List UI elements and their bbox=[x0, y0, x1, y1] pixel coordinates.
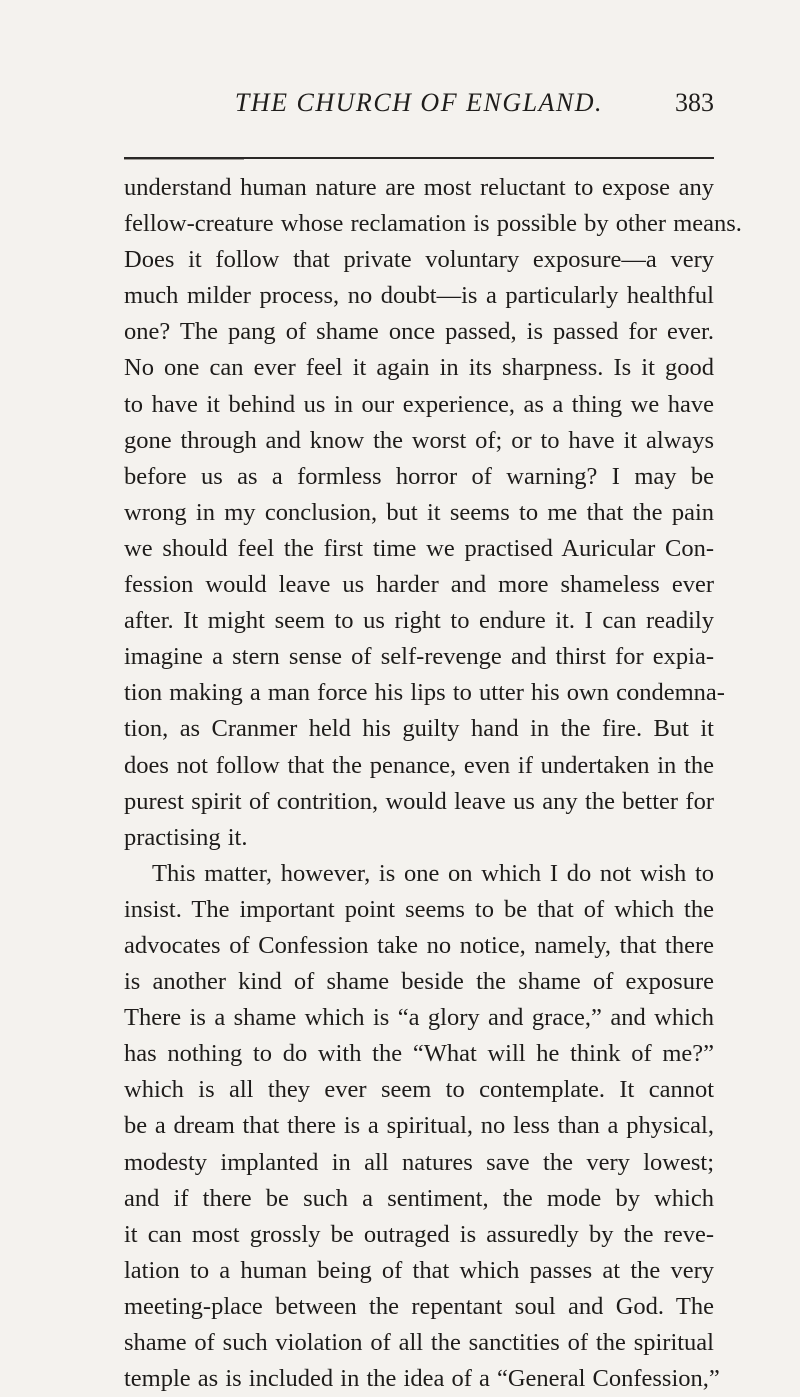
text-line: No one can ever feel it again in its sharpness. Is it good bbox=[124, 354, 714, 382]
text-line: fession would leave us harder and more shameless ever bbox=[124, 571, 714, 599]
text-line: and if there be such a sentiment, the mode by which bbox=[124, 1184, 714, 1212]
text-line: be a dream that there is a spiritual, no less than a physical, bbox=[124, 1112, 714, 1140]
text-line: There is a shame which is “a glory and grace,” and which bbox=[124, 1004, 714, 1032]
text-line: much milder process, no doubt—is a particularly healthful bbox=[124, 282, 714, 310]
text-line: to have it behind us in our experience, as a thing we have bbox=[124, 390, 714, 418]
paragraph bbox=[124, 856, 720, 1397]
text-line: after. It might seem to us right to endure it. I can readily bbox=[124, 607, 714, 635]
text-line: wrong in my conclusion, but it seems to me that the pain bbox=[124, 498, 714, 526]
body-text bbox=[124, 170, 742, 1397]
text-line: lation to a human being of that which passes at the very bbox=[124, 1256, 714, 1284]
text-line: which is all they ever seem to contemplate. It cannot bbox=[124, 1076, 714, 1104]
paragraph bbox=[124, 170, 742, 856]
text-line: it can most grossly be outraged is assuredly by the reve- bbox=[124, 1220, 714, 1248]
text-line: one? The pang of shame once passed, is passed for ever. bbox=[124, 318, 714, 346]
text-line: advocates of Confession take no notice, namely, that there bbox=[124, 931, 714, 959]
text-line: gone through and know the worst of; or to have it always bbox=[124, 426, 714, 454]
page-header bbox=[124, 88, 714, 128]
running-title: THE CHURCH OF ENGLAND. bbox=[234, 88, 604, 117]
text-line: before us as a formless horror of warning? I may be bbox=[124, 462, 714, 490]
text-line: understand human nature are most reluctant to expose any bbox=[124, 174, 714, 201]
text-line: we should feel the first time we practised Auricular Con- bbox=[124, 534, 714, 562]
text-line: purest spirit of contrition, would leave us any the better for bbox=[124, 787, 714, 815]
text-line: insist. The important point seems to be that of which the bbox=[124, 895, 714, 923]
text-line: is another kind of shame beside the shame of exposure bbox=[124, 968, 714, 996]
text-line: shame of such violation of all the sanctities of the spiritual bbox=[124, 1329, 714, 1356]
text-line: Does it follow that private voluntary exposure—a very bbox=[124, 246, 714, 274]
text-line: has nothing to do with the “What will he think of me?” bbox=[124, 1040, 714, 1068]
page-number: 383 bbox=[675, 88, 714, 117]
header-rule-shadow bbox=[124, 159, 244, 160]
text-line: modesty implanted in all natures save the very lowest; bbox=[124, 1148, 714, 1176]
text-line: imagine a stern sense of self-revenge and thirst for expia- bbox=[124, 643, 714, 671]
text-line: tion making a man force his lips to utter his own condemna- bbox=[124, 679, 725, 707]
text-line: This matter, however, is one on which I do not wish to bbox=[152, 859, 714, 887]
text-line: does not follow that the penance, even if undertaken in the bbox=[124, 751, 714, 779]
text-line: tion, as Cranmer held his guilty hand in the fire. But it bbox=[124, 715, 714, 743]
text-line: fellow-creature whose reclamation is possible by other means. bbox=[124, 210, 742, 238]
text-line: practising it. bbox=[124, 823, 248, 851]
text-line: temple as is included in the idea of a “General Confession,” bbox=[124, 1365, 720, 1393]
text-line: meeting-place between the repentant soul and God. The bbox=[124, 1292, 714, 1320]
